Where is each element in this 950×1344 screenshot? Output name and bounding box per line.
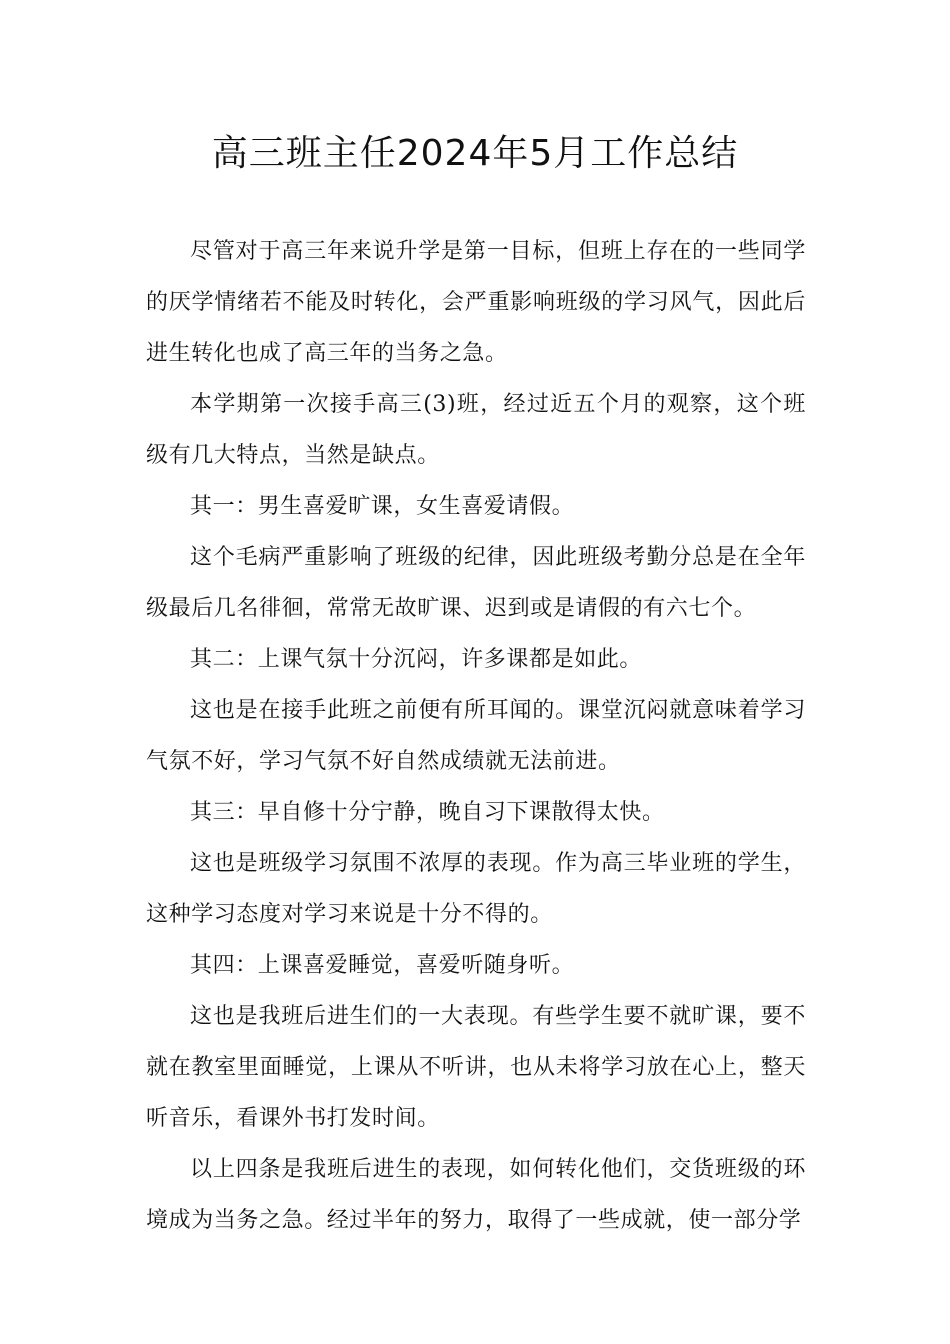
paragraph: 这也是在接手此班之前便有所耳闻的。课堂沉闷就意味着学习气氛不好，学习气氛不好自然成绩就无法前进。 bbox=[146, 698, 806, 774]
paragraph: 这个毛病严重影响了班级的纪律，因此班级考勤分总是在全年级最后几名徘徊，常常无故旷课、迟到或是请假的有六七个。 bbox=[146, 545, 806, 621]
document-title: 高三班主任2024年5月工作总结 bbox=[211, 133, 739, 174]
paragraph: 其四：上课喜爱睡觉，喜爱听随身听。 bbox=[190, 953, 575, 978]
paragraph: 本学期第一次接手高三(3)班，经过近五个月的观察，这个班级有几大特点，当然是缺点。 bbox=[146, 392, 806, 468]
paragraph: 这也是我班后进生们的一大表现。有些学生要不就旷课，要不就在教室里面睡觉，上课从不听讲，也从未将学习放在心上，整天听音乐，看课外书打发时间。 bbox=[146, 1004, 806, 1131]
paragraph: 其一：男生喜爱旷课，女生喜爱请假。 bbox=[190, 494, 575, 519]
document-body bbox=[146, 226, 806, 1246]
paragraph: 尽管对于高三年来说升学是第一目标，但班上存在的一些同学的厌学情绪若不能及时转化，会严重影响班级的学习风气，因此后进生转化也成了高三年的当务之急。 bbox=[146, 239, 806, 366]
paragraph: 其二：上课气氛十分沉闷，许多课都是如此。 bbox=[190, 647, 643, 672]
paragraph: 其三：早自修十分宁静，晚自习下课散得太快。 bbox=[190, 800, 665, 825]
paragraph: 这也是班级学习氛围不浓厚的表现。作为高三毕业班的学生，这种学习态度对学习来说是十分不得的。 bbox=[146, 851, 806, 927]
paragraph: 以上四条是我班后进生的表现，如何转化他们，交货班级的环境成为当务之急。经过半年的努力，取得了一些成就，使一部分学 bbox=[146, 1157, 806, 1233]
